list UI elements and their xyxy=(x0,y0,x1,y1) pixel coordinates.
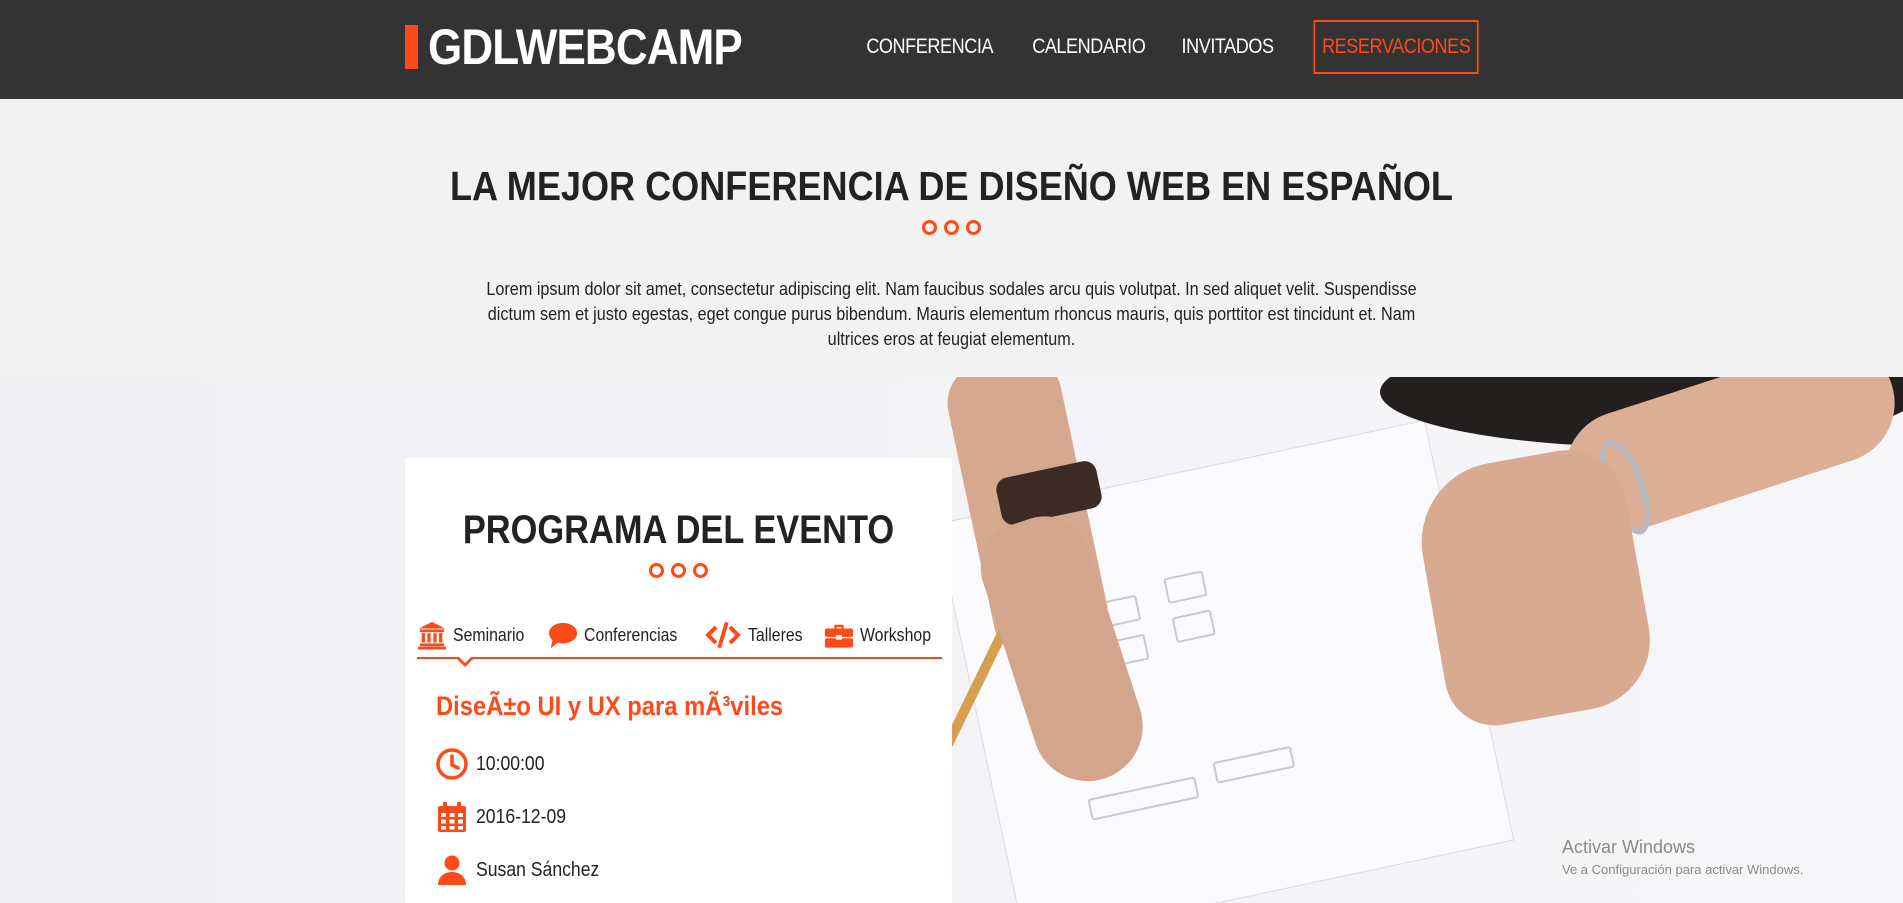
tab-seminario[interactable] xyxy=(417,613,534,657)
tab-conferencias[interactable] xyxy=(548,613,690,657)
intro-title: LA MEJOR CONFERENCIA DE DISEÑO WEB EN ESPAÑOL xyxy=(450,163,1453,209)
divider-dot xyxy=(966,220,981,235)
tab-label: Conferencias xyxy=(584,624,678,645)
nav-link-calendario[interactable]: CALENDARIO xyxy=(1032,35,1146,58)
divider-dot xyxy=(944,220,959,235)
program-title: PROGRAMA DEL EVENTO xyxy=(462,508,895,552)
tab-label: Seminario xyxy=(453,624,525,645)
event-speaker xyxy=(436,854,616,886)
sketch-box xyxy=(1087,776,1199,820)
university-icon xyxy=(417,620,447,650)
event-title: DiseÃ±o UI y UX para mÃ³viles xyxy=(436,691,784,721)
nav-link-reservaciones[interactable]: RESERVACIONES xyxy=(1313,20,1479,74)
main-nav xyxy=(838,20,1492,74)
nav-link-invitados[interactable]: INVITADOS xyxy=(1181,35,1275,58)
user-icon xyxy=(436,854,468,886)
clock-icon xyxy=(436,748,468,780)
event-date xyxy=(436,801,578,833)
intro-text: Lorem ipsum dolor sit amet, consectetur adipiscing elit. Nam faucibus sodales arcu quis volutpat. In sed aliquet velit. Suspendisse dictum sem et justo egestas, eget congue purus bibendum. Mauris elementum rhoncus mauris, quis porttitor est tincidunt et. Nam ultrices eros at feugiat elementum. xyxy=(486,279,1417,349)
logo[interactable] xyxy=(405,19,785,75)
divider-dot xyxy=(922,220,937,235)
tab-talleres[interactable] xyxy=(704,613,810,657)
nav-link-conferencia[interactable]: CONFERENCIA xyxy=(865,35,993,58)
speech-bubble-icon xyxy=(548,620,578,650)
calendar-icon xyxy=(436,801,468,833)
intro-divider-dots xyxy=(0,220,1903,235)
intro-section xyxy=(0,99,1903,377)
sketch-box xyxy=(1171,609,1216,643)
tab-workshop[interactable] xyxy=(824,613,941,657)
watermark-title: Activar Windows xyxy=(1562,837,1696,857)
event-time-value: 10:00:00 xyxy=(476,752,545,775)
tab-label: Workshop xyxy=(860,624,932,645)
code-icon xyxy=(704,620,742,650)
sketch-box xyxy=(1212,746,1295,784)
briefcase-icon xyxy=(824,620,854,650)
program-card xyxy=(405,458,952,903)
divider-dot xyxy=(649,563,664,578)
divider-dot xyxy=(671,563,686,578)
site-header xyxy=(0,0,1903,99)
event-time xyxy=(436,748,554,780)
active-tab-indicator xyxy=(456,658,474,667)
windows-activation-watermark xyxy=(1562,837,1803,877)
watermark-subtitle: Ve a Configuración para activar Windows. xyxy=(1562,862,1804,877)
event-speaker-value: Susan Sánchez xyxy=(476,858,600,881)
event-date-value: 2016-12-09 xyxy=(476,805,567,828)
sketch-box xyxy=(1163,570,1208,604)
logo-text: GDLWEBCAMP xyxy=(428,19,742,75)
program-divider-dots xyxy=(405,563,952,578)
divider-dot xyxy=(693,563,708,578)
program-tabs xyxy=(417,613,942,659)
tab-label: Talleres xyxy=(748,624,803,645)
logo-accent-bar xyxy=(405,25,418,69)
